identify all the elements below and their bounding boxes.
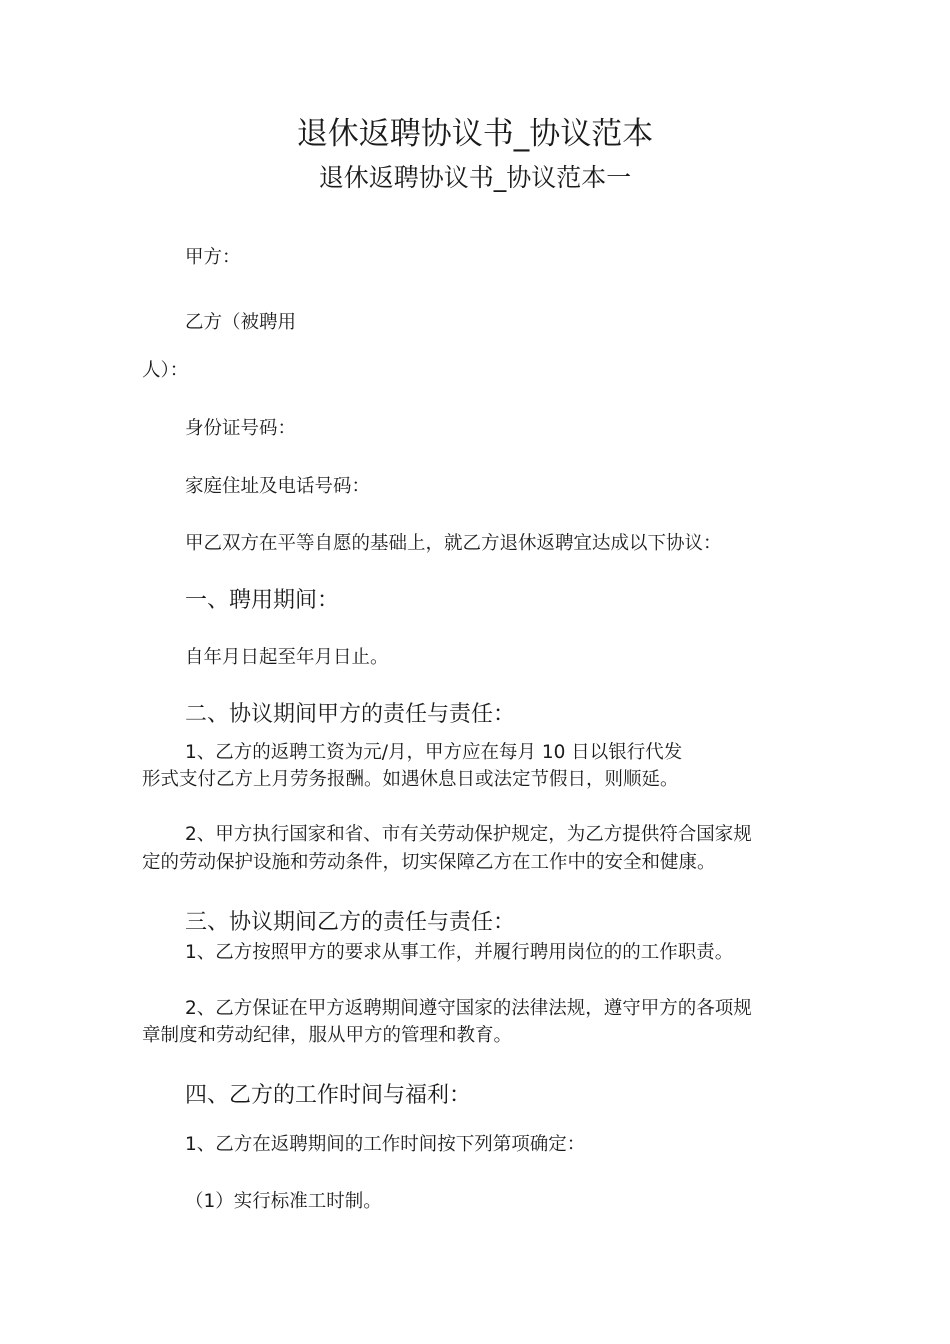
- section-4-item-1: 1、乙方在返聘期间的工作时间按下列第项确定：: [185, 1134, 586, 1155]
- section-1-heading: 一、聘用期间：: [185, 588, 340, 613]
- section-2-item-1-line1: 1、乙方的返聘工资为元/月，甲方应在每月 10 日以银行代发: [185, 742, 683, 763]
- intro-paragraph: 甲乙双方在平等自愿的基础上，就乙方退休返聘宜达成以下协议：: [185, 533, 722, 554]
- section-3-item-1: 1、乙方按照甲方的要求从事工作，并履行聘用岗位的的工作职责。: [185, 942, 734, 963]
- section-2-item-2-line1: 2、甲方执行国家和省、市有关劳动保护规定，为乙方提供符合国家规: [185, 824, 752, 845]
- party-b-field-line2: 人）：: [142, 360, 189, 381]
- section-3-item-2-line1: 2、乙方保证在甲方返聘期间遵守国家的法律法规，遵守甲方的各项规: [185, 998, 752, 1019]
- section-3-item-2-line2: 章制度和劳动纪律，服从甲方的管理和教育。: [142, 1025, 513, 1046]
- id-number-field: 身份证号码：: [185, 418, 297, 439]
- address-phone-field: 家庭住址及电话号码：: [185, 476, 371, 497]
- section-1-paragraph: 自年月日起至年月日止。: [185, 647, 389, 668]
- section-2-heading: 二、协议期间甲方的责任与责任：: [185, 702, 516, 727]
- document-title: 退休返聘协议书_协议范本: [296, 116, 654, 152]
- section-4-item-1-option-1: （1）实行标准工时制。: [185, 1191, 382, 1212]
- section-3-heading: 三、协议期间乙方的责任与责任：: [185, 910, 516, 935]
- section-2-item-2-line2: 定的劳动保护设施和劳动条件，切实保障乙方在工作中的安全和健康。: [142, 852, 716, 873]
- section-4-heading: 四、乙方的工作时间与福利：: [185, 1083, 472, 1108]
- party-b-field-line1: 乙方（被聘用: [185, 312, 297, 333]
- section-2-item-1-line2: 形式支付乙方上月劳务报酬。如遇休息日或法定节假日，则顺延。: [142, 769, 679, 790]
- document-subtitle: 退休返聘协议书_协议范本一: [318, 163, 632, 192]
- party-a-field: 甲方：: [185, 247, 241, 268]
